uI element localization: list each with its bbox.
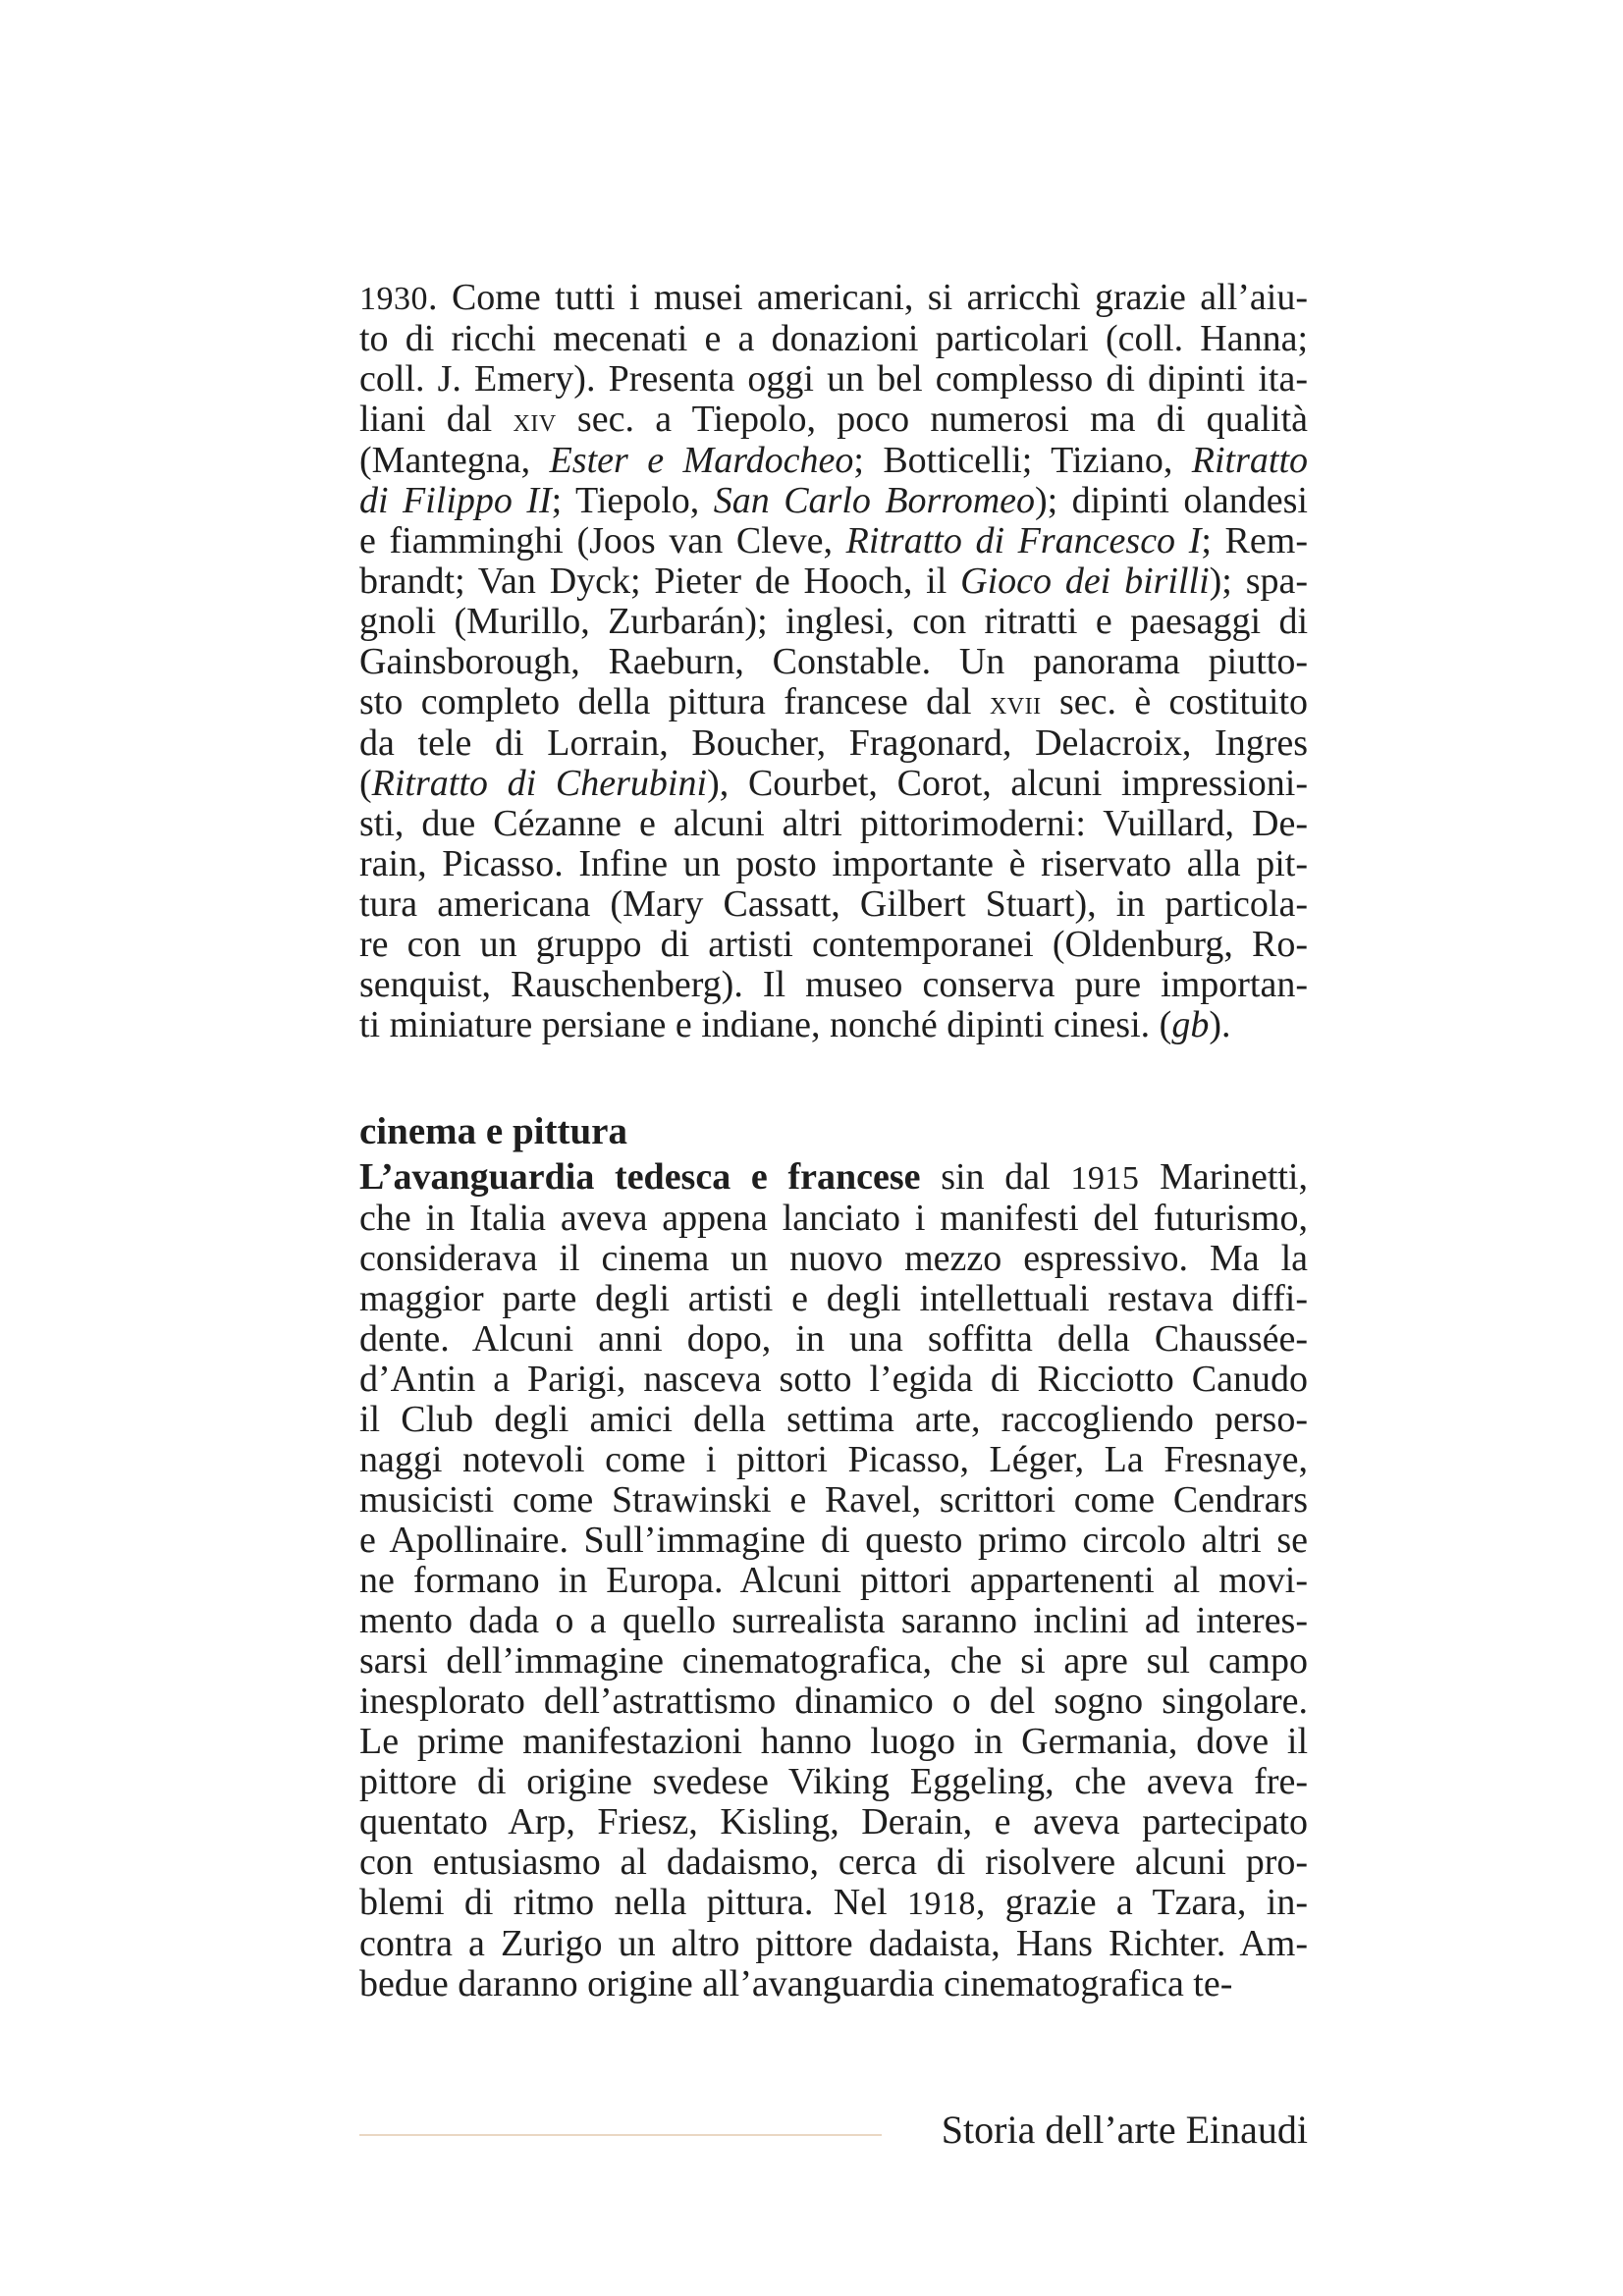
text-run: sec. è costituito xyxy=(1041,681,1308,722)
text-run: sin dal xyxy=(920,1156,1071,1198)
text-line xyxy=(359,1682,1308,1722)
text-run: ); dipinti olandesi xyxy=(1035,480,1308,521)
text-line xyxy=(359,682,1308,723)
text-run: gnoli (Murillo, Zurbarán); inglesi, con ritratti e paesaggi di xyxy=(359,601,1308,642)
text-line xyxy=(359,1199,1308,1239)
text-line xyxy=(359,1239,1308,1279)
text-line xyxy=(359,1964,1308,2004)
text-line xyxy=(359,1360,1308,1400)
paragraph-museum-collection xyxy=(359,278,1308,1045)
text-run: da tele di Lorrain, Boucher, Fragonard, Delacroix, Ingres xyxy=(359,722,1308,764)
text-run: ti miniature persiane e indiane, nonché dipinti cinesi. ( xyxy=(359,1004,1172,1045)
text-run: ; Botticelli; Tiziano, xyxy=(853,440,1192,481)
text-line xyxy=(359,602,1308,642)
text-line xyxy=(359,1157,1308,1199)
small-caps-text: 1918 xyxy=(906,1886,976,1922)
text-run: quentato Arp, Friesz, Kisling, Derain, e aveva partecipato xyxy=(359,1801,1308,1842)
text-run: contra a Zurigo un altro pittore dadaista, Hans Richter. Am- xyxy=(359,1923,1308,1964)
text-line xyxy=(359,1722,1308,1762)
text-line xyxy=(359,521,1308,561)
text-line xyxy=(359,1480,1308,1521)
text-run: ). xyxy=(1209,1004,1231,1045)
footer-title: Storia dell’arte Einaudi xyxy=(941,2108,1308,2152)
small-caps-text: xvii xyxy=(989,685,1042,721)
text-run: , grazie a Tzara, in- xyxy=(975,1882,1308,1923)
text-line xyxy=(359,400,1308,441)
italic-text: Gioco dei birilli xyxy=(960,561,1210,602)
text-run: Gainsborough, Raeburn, Constable. Un panorama piutto- xyxy=(359,641,1308,682)
text-run: sto completo della pittura francese dal xyxy=(359,681,990,722)
text-run: sec. a Tiepolo, poco numerosi ma di qualità xyxy=(556,399,1309,440)
text-run: liani dal xyxy=(359,399,514,440)
text-line xyxy=(359,642,1308,682)
text-line xyxy=(359,1601,1308,1641)
text-run: dente. Alcuni anni dopo, in una soffitta della Chaussée- xyxy=(359,1318,1308,1360)
text-run: ( xyxy=(359,763,372,804)
small-caps-text: xiv xyxy=(513,402,557,439)
text-run: bedue daranno origine all’avanguardia cinematografica te- xyxy=(359,1963,1233,2004)
text-run: . Come tutti i musei americani, si arricchì grazie all’aiu- xyxy=(428,277,1308,318)
text-run: senquist, Rauschenberg). Il museo conserva pure importan- xyxy=(359,964,1308,1005)
text-run: sti, due Cézanne e alcuni altri pittorimoderni: Vuillard, De- xyxy=(359,803,1308,844)
text-line xyxy=(359,965,1308,1005)
text-run: naggi notevoli come i pittori Picasso, Léger, La Fresnaye, xyxy=(359,1439,1308,1480)
text-run: ; Tiepolo, xyxy=(551,480,714,521)
text-run: ); spa- xyxy=(1209,561,1309,602)
text-run: re con un gruppo di artisti contemporanei (Oldenburg, Ro- xyxy=(359,924,1308,965)
text-line xyxy=(359,1924,1308,1964)
text-run: d’Antin a Parigi, nasceva sotto l’egida di Ricciotto Canudo xyxy=(359,1359,1308,1400)
text-line xyxy=(359,1279,1308,1319)
text-run: e Apollinaire. Sull’immagine di questo primo circolo altri se xyxy=(359,1520,1308,1561)
text-run: (Mantegna, xyxy=(359,440,550,481)
text-run: blemi di ritmo nella pittura. Nel xyxy=(359,1882,907,1923)
text-line xyxy=(359,1641,1308,1682)
text-run: che in Italia aveva appena lanciato i manifesti del futurismo, xyxy=(359,1198,1308,1239)
section-heading: cinema e pittura xyxy=(359,1110,627,1152)
text-line xyxy=(359,1319,1308,1360)
text-line xyxy=(359,359,1308,400)
text-run: coll. J. Emery). Presenta oggi un bel complesso di dipinti ita- xyxy=(359,358,1308,400)
italic-text: Ritratto di Cherubini xyxy=(371,763,708,804)
text-run: ; Rem- xyxy=(1201,520,1308,561)
text-line xyxy=(359,481,1308,521)
text-line xyxy=(359,561,1308,602)
small-caps-text: 1915 xyxy=(1070,1160,1140,1197)
bold-text: L’avanguardia tedesca e francese xyxy=(359,1156,921,1198)
text-line xyxy=(359,1561,1308,1601)
text-line xyxy=(359,764,1308,804)
footer-rule xyxy=(359,2134,882,2136)
text-run: Marinetti, xyxy=(1139,1156,1308,1198)
text-run: considerava il cinema un nuovo mezzo espressivo. Ma la xyxy=(359,1238,1308,1279)
text-line xyxy=(359,1842,1308,1883)
text-run: pittore di origine svedese Viking Eggeling, che aveva fre- xyxy=(359,1761,1308,1802)
text-run: musicisti come Strawinski e Ravel, scrittori come Cendrars xyxy=(359,1479,1308,1521)
text-line xyxy=(359,1762,1308,1802)
text-line xyxy=(359,1005,1308,1045)
text-run: con entusiasmo al dadaismo, cerca di risolvere alcuni pro- xyxy=(359,1842,1308,1883)
text-line xyxy=(359,441,1308,481)
italic-text: di Filippo II xyxy=(359,480,552,521)
text-run: maggior parte degli artisti e degli intellettuali restava diffi- xyxy=(359,1278,1308,1319)
text-run: Le prime manifestazioni hanno luogo in Germania, dove il xyxy=(359,1721,1308,1762)
text-line xyxy=(359,844,1308,884)
text-line xyxy=(359,319,1308,359)
text-run: ne formano in Europa. Alcuni pittori appartenenti al movi- xyxy=(359,1560,1308,1601)
text-line xyxy=(359,278,1308,319)
text-run: il Club degli amici della settima arte, raccogliendo perso- xyxy=(359,1399,1308,1440)
italic-text: gb xyxy=(1171,1004,1210,1045)
text-line xyxy=(359,1521,1308,1561)
text-run: mento dada o a quello surrealista saranno inclini ad interes- xyxy=(359,1600,1308,1641)
text-run: inesplorato dell’astrattismo dinamico o del sogno singolare. xyxy=(359,1681,1308,1722)
text-line xyxy=(359,1440,1308,1480)
italic-text: Ritratto xyxy=(1191,440,1309,481)
text-run: sarsi dell’immagine cinematografica, che si apre sul campo xyxy=(359,1640,1308,1682)
text-run: rain, Picasso. Infine un posto importante è riservato alla pit- xyxy=(359,843,1308,884)
italic-text: San Carlo Borromeo xyxy=(713,480,1036,521)
italic-text: Ritratto di Francesco I xyxy=(845,520,1202,561)
paragraph-cinema-avant-garde xyxy=(359,1157,1308,2004)
text-line xyxy=(359,1400,1308,1440)
text-line xyxy=(359,723,1308,764)
text-line xyxy=(359,884,1308,925)
text-line xyxy=(359,1883,1308,1924)
small-caps-text: 1930 xyxy=(359,281,428,317)
text-run: ), Courbet, Corot, alcuni impressioni- xyxy=(707,763,1309,804)
italic-text: Ester e Mardocheo xyxy=(549,440,854,481)
text-line xyxy=(359,1802,1308,1842)
text-run: tura americana (Mary Cassatt, Gilbert Stuart), in particola- xyxy=(359,883,1308,925)
text-run: brandt; Van Dyck; Pieter de Hooch, il xyxy=(359,561,961,602)
text-run: e fiamminghi (Joos van Cleve, xyxy=(359,520,846,561)
text-line xyxy=(359,804,1308,844)
text-run: to di ricchi mecenati e a donazioni particolari (coll. Hanna; xyxy=(359,318,1308,359)
text-line xyxy=(359,925,1308,965)
